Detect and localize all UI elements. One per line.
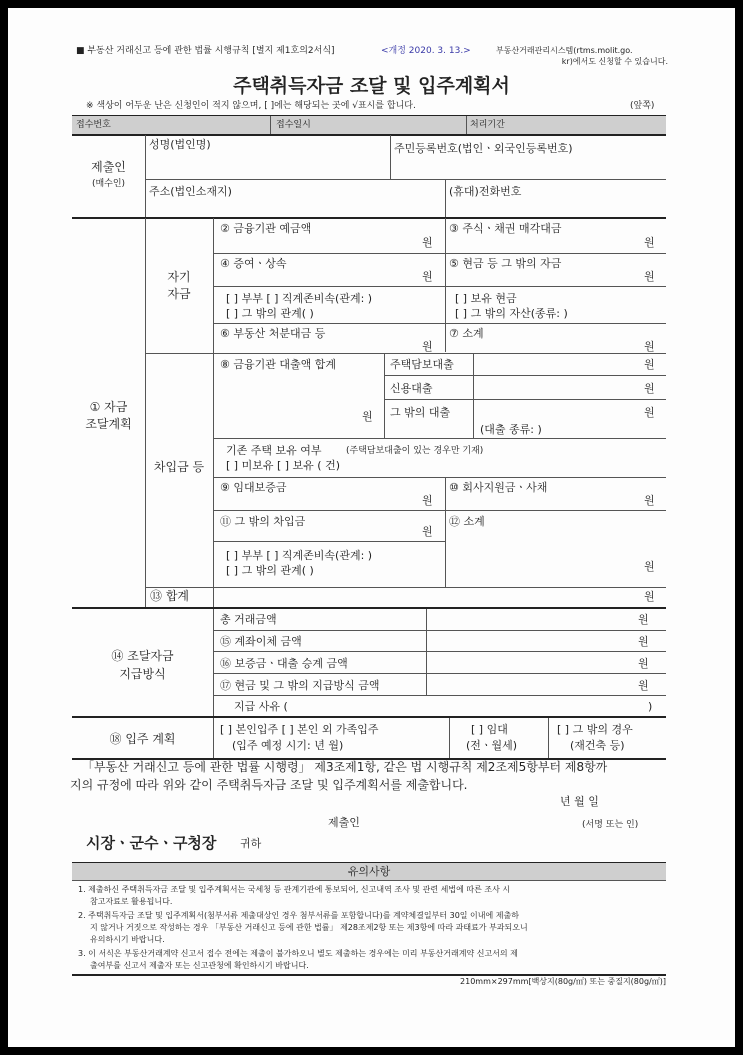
online-note-line1: 부동산거래관리시스템(rtms.molit.go.: [496, 46, 633, 55]
front-side-label: (앞쪽): [630, 101, 655, 111]
other-borrowing-unit: 원: [422, 525, 433, 538]
existing-house-options: [ ] 미보유 [ ] 보유 ( 건): [226, 459, 340, 472]
assumed-amount-unit: 원: [638, 657, 649, 670]
grand-total-label: ⑬ 합계: [150, 589, 189, 603]
declaration-line1: 「부동산 거래신고 등에 관한 법률 시행령」 제3조제1항, 같은 법 시행규칙 제2조제5항부터 제8항까: [82, 760, 608, 774]
credit-loan-label: 신용대출: [390, 382, 433, 395]
loan-total-unit: 원: [362, 410, 373, 423]
credit-loan-unit: 원: [644, 382, 655, 395]
other-residence-note: (재건축 등): [570, 739, 625, 752]
borrowed-subtotal-label: ⑫ 소계: [449, 515, 485, 528]
other-residence-option: [ ] 그 밖의 경우: [557, 723, 633, 736]
transfer-amount-label: ⑮ 계좌이체 금액: [220, 635, 302, 648]
residence-plan-title: ⑱ 입주 계획: [109, 732, 176, 746]
receipt-date-label: 접수일시: [276, 120, 311, 130]
borrowed-relation-line2: [ ] 그 밖의 관계( ): [226, 564, 314, 577]
gift-inheritance-unit: 원: [422, 270, 433, 283]
existing-house-note: (주택담보대출이 있는 경우만 기재): [346, 446, 484, 456]
payment-method-title-line2: 지급방식: [119, 667, 166, 681]
submitter-signature-label: 제출인: [328, 816, 360, 829]
deposit-unit: 원: [422, 236, 433, 249]
submitter-title: 제출인: [91, 160, 126, 174]
own-subtotal-label: ⑦ 소계: [449, 327, 484, 340]
cash-hold-option: [ ] 보유 현금: [455, 292, 517, 305]
address-field-label: 주소(법인소재지): [149, 185, 232, 198]
asset-other-option: [ ] 그 밖의 자산(종류: ): [455, 307, 568, 320]
real-estate-sale-label: ⑥ 부동산 처분대금 등: [220, 327, 326, 340]
instructions: ※ 색상이 어두운 난은 신청인이 적지 않으며, [ ]에는 해당되는 곳에 √표시를 합니다.: [86, 101, 416, 111]
transfer-amount-unit: 원: [638, 635, 649, 648]
other-loan-unit: 원: [644, 406, 655, 419]
self-residence-option: [ ] 본인입주 [ ] 본인 외 가족입주: [220, 723, 379, 736]
note-2-line1: 2. 주택취득자금 조달 및 입주계획서(첨부서류 제출대상인 경우 첨부서류를 포함합니다)를 계약체결일부터 30일 이내에 제출하: [78, 911, 519, 920]
payment-reason-label: 지급 사유 (: [234, 700, 288, 713]
total-transaction-label: 총 거래금액: [220, 613, 277, 626]
borrowed-funds-label: 차입금 등: [153, 460, 205, 474]
funding-plan-title-line1: ① 자금: [89, 400, 128, 414]
cash-other-unit: 원: [644, 270, 655, 283]
assumed-amount-label: ⑯ 보증금ㆍ대출 승계 금액: [220, 657, 348, 670]
cash-other-payment-unit: 원: [638, 679, 649, 692]
loan-total-label: ⑧ 금융기관 대출액 합계: [220, 358, 336, 371]
own-relation-line1: [ ] 부부 [ ] 직계존비속(관계: ): [226, 292, 373, 305]
cash-other-payment-label: ⑰ 현금 및 그 밖의 지급방식 금액: [220, 679, 380, 692]
stock-sale-label: ③ 주식ㆍ채권 매각대금: [449, 222, 562, 235]
lease-option: [ ] 임대: [471, 723, 508, 736]
recipient-title: 시장ㆍ군수ㆍ구청장: [86, 834, 217, 852]
company-support-unit: 원: [644, 494, 655, 507]
company-support-label: ⑩ 회사지원금ㆍ사채: [449, 481, 548, 494]
recipient-honorific: 귀하: [240, 837, 262, 850]
note-1-line2: 참고자료로 활용됩니다.: [90, 897, 173, 906]
processing-period-label: 처리기간: [470, 120, 505, 130]
paper-spec: 210mm×297mm[백상지(80g/㎡) 또는 중질지(80g/㎡)]: [460, 977, 666, 986]
move-in-time-field: (입주 예정 시기: 년 월): [232, 739, 344, 752]
mortgage-loan-label: 주택담보대출: [390, 358, 454, 371]
gift-inheritance-label: ④ 증여ㆍ상속: [220, 257, 287, 270]
phone-field-label: (휴대)전화번호: [449, 185, 522, 198]
total-transaction-unit: 원: [638, 613, 649, 626]
online-note-line2: kr)에서도 신청할 수 있습니다.: [561, 57, 668, 66]
loan-type-field: (대출 종류: ): [480, 423, 542, 436]
signature-or-seal: (서명 또는 인): [582, 820, 639, 830]
form-page: [8, 8, 735, 1047]
stock-sale-unit: 원: [644, 236, 655, 249]
cash-other-label: ⑤ 현금 등 그 밖의 자금: [449, 257, 562, 270]
grand-total-unit: 원: [644, 590, 655, 603]
real-estate-sale-unit: 원: [422, 340, 433, 353]
lease-deposit-label: ⑨ 임대보증금: [220, 481, 287, 494]
borrowed-subtotal-unit: 원: [644, 560, 655, 573]
own-funds-label-line1: 자기: [167, 270, 191, 284]
own-funds-label-line2: 자금: [167, 287, 191, 301]
note-3-line1: 3. 이 서식은 부동산거래계약 신고서 접수 전에는 제출이 불가하오니 별도 제출하는 경우에는 미리 부동산거래계약 신고서의 제: [78, 949, 518, 958]
form-rule-reference: ■ 부동산 거래신고 등에 관한 법률 시행규칙 [별지 제1호의2서식]: [76, 46, 335, 56]
signature-date: 년 월 일: [560, 795, 599, 808]
lease-deposit-unit: 원: [422, 494, 433, 507]
mortgage-loan-unit: 원: [644, 358, 655, 371]
note-2-line2: 지 않거나 거짓으로 작성하는 경우 「부동산 거래신고 등에 관한 법률」 제28조제2항 또는 제3항에 따라 과태료가 부과되오니: [90, 923, 528, 932]
revision-date: <개정 2020. 3. 13.>: [381, 46, 471, 56]
funding-plan-title-line2: 조달계획: [85, 417, 132, 431]
notes-title: 유의사항: [347, 865, 391, 878]
own-subtotal-unit: 원: [644, 340, 655, 353]
id-number-field-label: 주민등록번호(법인ㆍ외국인등록번호): [394, 142, 573, 155]
lease-type-note: (전ㆍ월세): [466, 739, 518, 752]
note-2-line3: 유의하시기 바랍니다.: [90, 935, 165, 944]
receipt-number-label: 접수번호: [76, 120, 111, 130]
deposit-label: ② 금융기관 예금액: [220, 222, 312, 235]
payment-method-title-line1: ⑭ 조달자금: [111, 649, 174, 663]
note-3-line2: 출여부를 신고서 제출자 또는 신고관청에 확인하시기 바랍니다.: [90, 961, 309, 970]
other-borrowing-label: ⑪ 그 밖의 차입금: [220, 515, 306, 528]
borrowed-relation-line1: [ ] 부부 [ ] 직계존비속(관계: ): [226, 549, 373, 562]
submitter-subtitle: (매수인): [91, 179, 126, 189]
name-field-label: 성명(법인명): [149, 138, 211, 151]
existing-house-label: 기존 주택 보유 여부: [226, 444, 322, 457]
declaration-line2: 지의 규정에 따라 위와 같이 주택취득자금 조달 및 입주계획서를 제출합니다.: [70, 778, 468, 792]
note-1-line1: 1. 제출하신 주택취득자금 조달 및 입주계획서는 국세청 등 관계기관에 통보되어, 신고내역 조사 및 관련 세법에 따른 조사 시: [78, 885, 511, 894]
form-title: 주택취득자금 조달 및 입주계획서: [233, 75, 510, 97]
payment-reason-close: ): [648, 700, 653, 713]
own-relation-line2: [ ] 그 밖의 관계( ): [226, 307, 314, 320]
other-loan-label: 그 밖의 대출: [390, 406, 451, 419]
